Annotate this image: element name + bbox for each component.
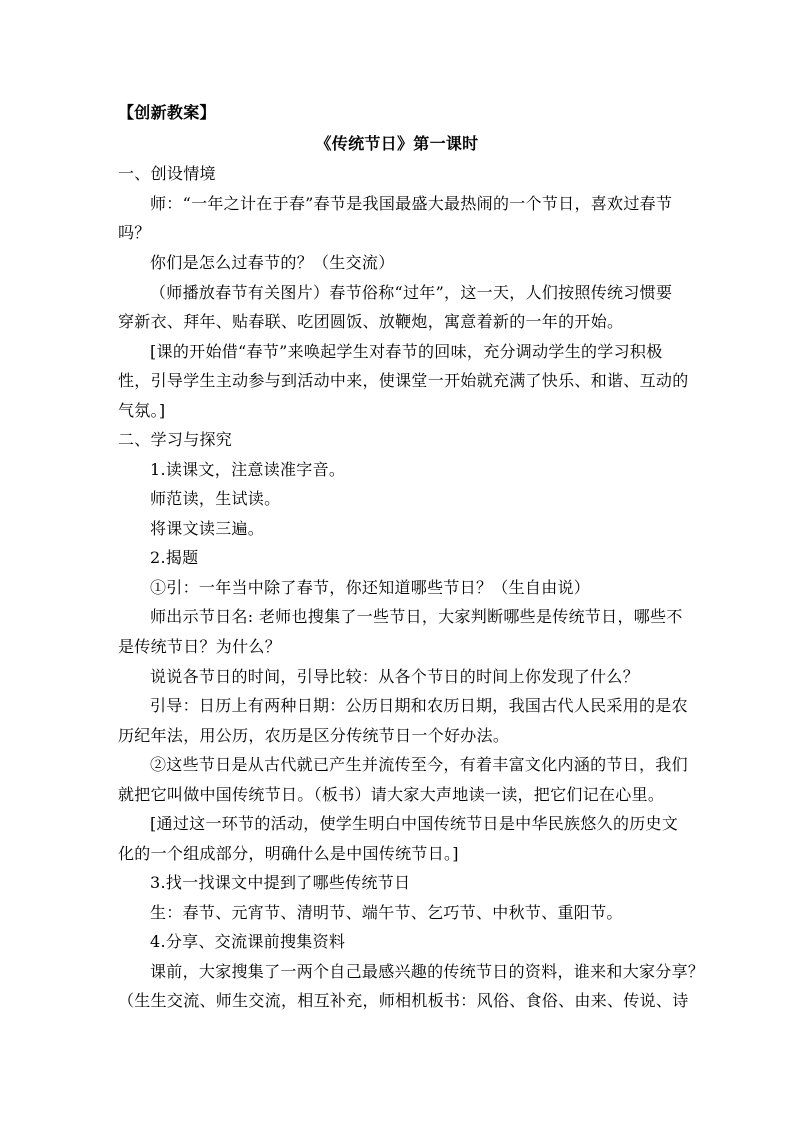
paragraph-line: 就把它叫做中国传统节日。（板书）请大家大声地读一读，把它们记在心里。 xyxy=(118,785,665,804)
paragraph-line: 师出示节日名: 老师也搜集了一些节日，大家判断哪些是传统节日，哪些不 xyxy=(150,607,683,626)
paragraph-line: [通过这一环节的活动，使学生明白中国传统节日是中华民族悠久的历史文 xyxy=(150,814,679,833)
paragraph-line: 是传统节日？为什么？ xyxy=(118,637,282,656)
paragraph-line: 3.找一找课文中提到了哪些传统节日 xyxy=(150,873,411,892)
paragraph-line: 2.揭题 xyxy=(150,548,199,567)
document-title: 《传统节日》第一课时 xyxy=(315,134,479,153)
paragraph-line: 4.分享、交流课前搜集资料 xyxy=(150,932,346,951)
paragraph-line: （生生交流、师生交流，相互补充，师相机板书：风俗、食俗、由来、传说、诗 xyxy=(118,991,689,1010)
paragraph-line: （师播放春节有关图片）春节俗称“过年”，这一天，人们按照传统习惯要 xyxy=(150,283,673,302)
section-heading: 一、创设情境 xyxy=(118,164,216,183)
document-tag: 【创新教案】 xyxy=(118,103,216,122)
paragraph-line: 1.读课文，注意读准字音。 xyxy=(150,460,346,479)
paragraph-line: 课前，大家搜集了一两个自己最感兴趣的传统节日的资料，谁来和大家分享？ xyxy=(150,962,705,981)
paragraph-line: 性，引导学生主动参与到活动中来，使课堂一开始就充满了快乐、和谐、互动的 xyxy=(118,371,689,390)
paragraph-line: 气氛。] xyxy=(118,401,166,420)
paragraph-line: 说说各节日的时间，引导比较：从各个节日的时间上你发现了什么？ xyxy=(150,667,640,686)
paragraph-line: [课的开始借“春节”来唤起学生对春节的回味，充分调动学生的学习积极 xyxy=(150,342,663,361)
paragraph-line: 师范读，生试读。 xyxy=(150,489,281,508)
paragraph-line: 化的一个组成部分，明确什么是中国传统节日。] xyxy=(118,844,459,863)
section-heading: 二、学习与探究 xyxy=(118,430,233,449)
paragraph-line: 生：春节、元宵节、清明节、端午节、乞巧节、中秋节、重阳节。 xyxy=(150,903,623,922)
paragraph-line: 穿新衣、拜年、贴春联、吃团圆饭、放鞭炮，寓意着新的一年的开始。 xyxy=(118,312,624,331)
paragraph-line: 吗？ xyxy=(118,223,151,242)
paragraph-line: 历纪年法，用公历，农历是区分传统节日一个好办法。 xyxy=(118,726,510,745)
paragraph-line: 将课文读三遍。 xyxy=(150,519,265,538)
paragraph-line: 引导：日历上有两种日期：公历日期和农历日期，我国古代人民采用的是农 xyxy=(150,696,688,715)
paragraph-line: ①引：一年当中除了春节，你还知道哪些节日？（生自由说） xyxy=(150,578,591,597)
paragraph-line: 师：“一年之计在于春”春节是我国最盛大最热闹的一个节日，喜欢过春节 xyxy=(150,194,673,213)
paragraph-line: 你们是怎么过春节的？（生交流） xyxy=(150,253,395,272)
paragraph-line: ②这些节日是从古代就已产生并流传至今，有着丰富文化内涵的节日，我们 xyxy=(150,755,688,774)
